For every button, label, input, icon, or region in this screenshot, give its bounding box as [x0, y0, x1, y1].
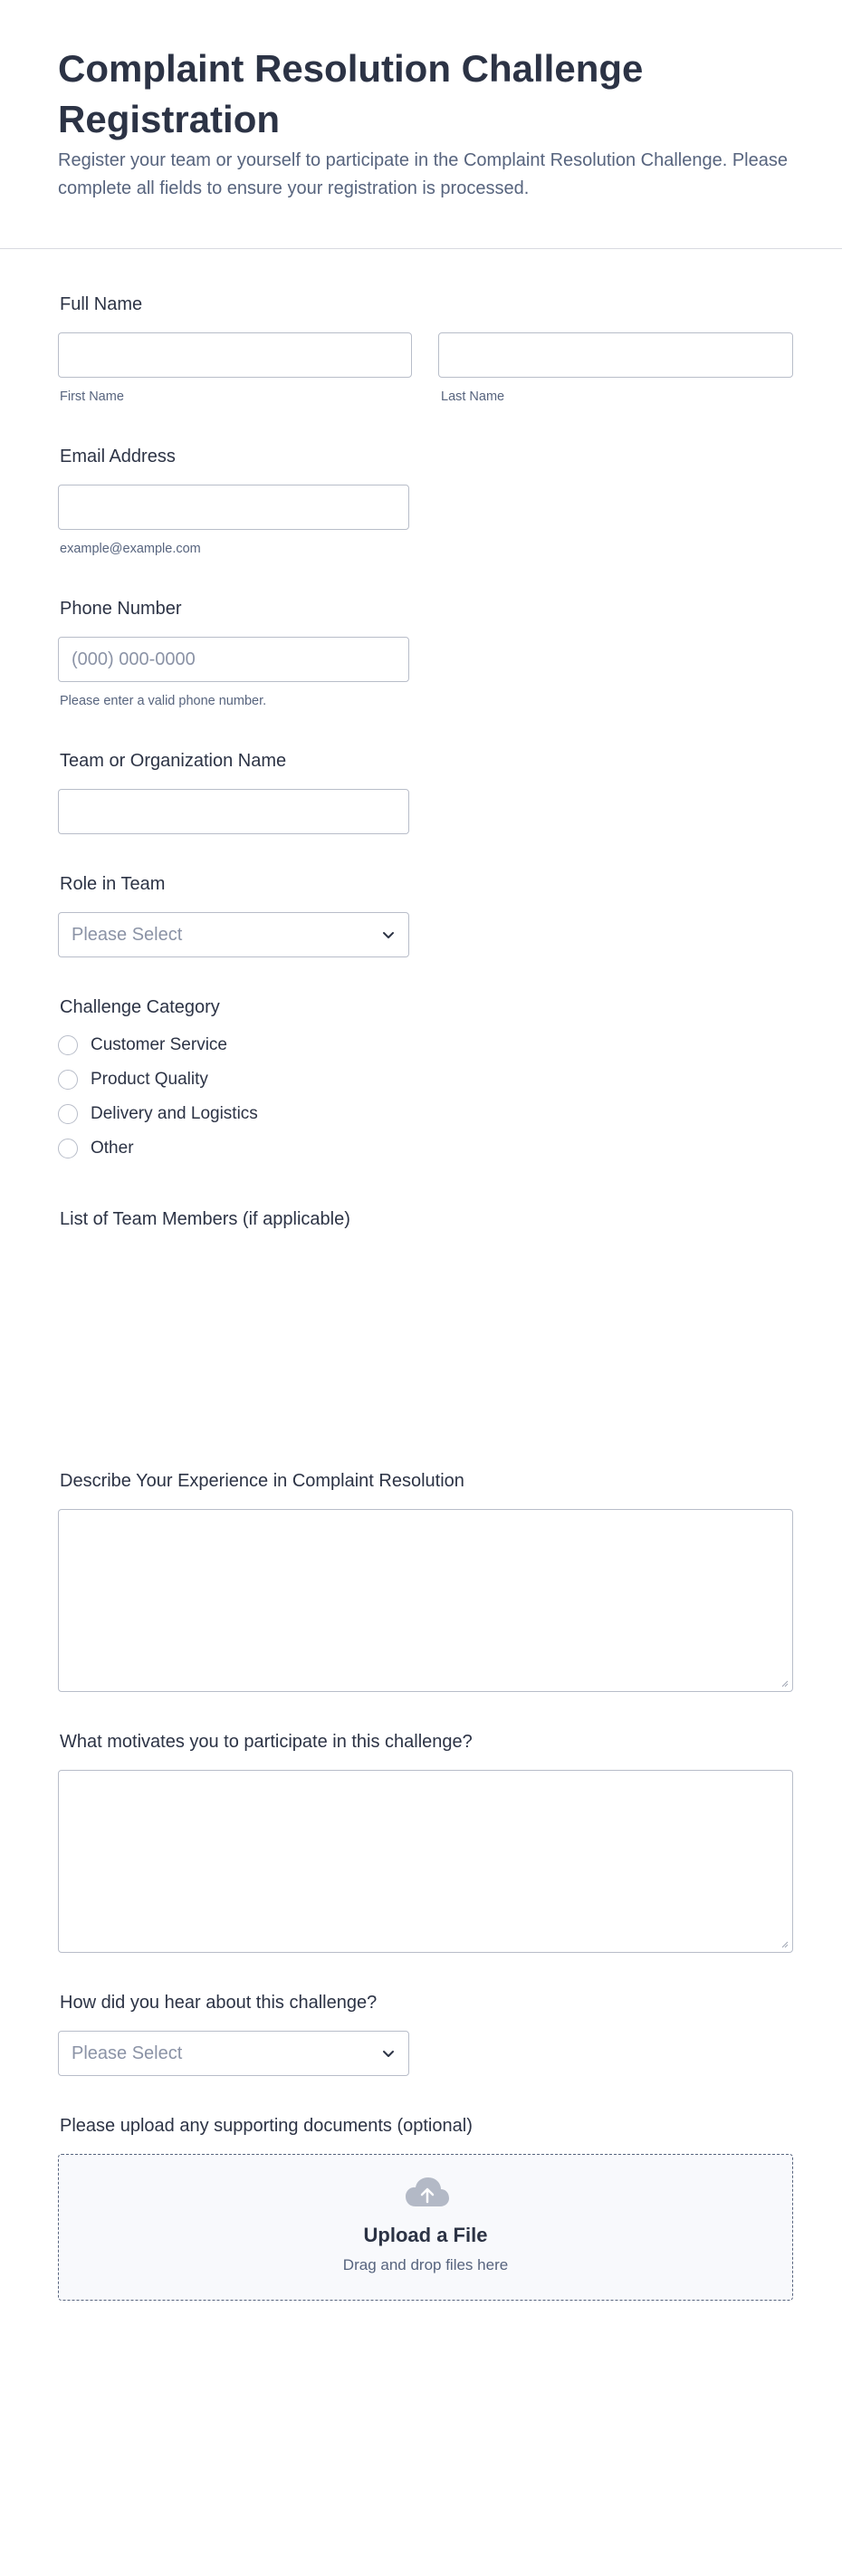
role-select[interactable] [58, 912, 409, 957]
phone-placeholder: (000) 000-0000 [72, 649, 196, 669]
resize-grip-icon[interactable] [780, 1678, 789, 1687]
last-name-input[interactable] [438, 332, 793, 378]
file-upload-dropzone[interactable] [58, 2154, 793, 2301]
team-members-label: List of Team Members (if applicable) [60, 1209, 350, 1229]
phone-sublabel: Please enter a valid phone number. [60, 694, 267, 708]
radio-option[interactable] [58, 1066, 208, 1093]
upload-title: Upload a File [363, 2224, 488, 2246]
phone-input[interactable] [58, 637, 409, 682]
phone-label: Phone Number [60, 599, 182, 619]
radio-button[interactable] [58, 1139, 78, 1158]
email-label: Email Address [60, 447, 176, 466]
cloud-upload-icon [405, 2177, 450, 2207]
team-name-label: Team or Organization Name [60, 751, 287, 771]
form-header [0, 0, 842, 249]
upload-hint: Drag and drop files here [342, 2256, 509, 2273]
radio-option-label: Product Quality [91, 1070, 208, 1089]
resize-grip-icon[interactable] [780, 1939, 789, 1948]
email-sublabel: example@example.com [60, 542, 201, 556]
upload-label: Please upload any supporting documents (optional) [60, 2116, 473, 2136]
chevron-down-icon [381, 928, 396, 942]
experience-textarea[interactable] [58, 1509, 793, 1692]
motivation-label: What motivates you to participate in this challenge? [60, 1732, 473, 1752]
page-title: Complaint Resolution Challenge Registration [58, 47, 644, 140]
full-name-label: Full Name [60, 294, 143, 314]
role-label: Role in Team [60, 874, 166, 894]
hear-about-select[interactable] [58, 2031, 409, 2076]
first-name-sublabel: First Name [60, 389, 124, 404]
radio-button[interactable] [58, 1104, 78, 1124]
email-input[interactable] [58, 485, 409, 530]
hear-about-selected-value: Please Select [72, 2043, 183, 2063]
radio-option-label: Customer Service [91, 1035, 227, 1054]
experience-label: Describe Your Experience in Complaint Resolution [60, 1471, 464, 1491]
chevron-down-icon [381, 2046, 396, 2061]
radio-option-label: Other [91, 1139, 134, 1158]
hear-about-label: How did you hear about this challenge? [60, 1993, 378, 2013]
radio-option[interactable] [58, 1032, 227, 1059]
radio-button[interactable] [58, 1070, 78, 1090]
motivation-textarea[interactable] [58, 1770, 793, 1953]
team-members-area[interactable] [58, 1242, 793, 1459]
radio-button[interactable] [58, 1035, 78, 1055]
category-label: Challenge Category [60, 997, 220, 1017]
team-name-input[interactable] [58, 789, 409, 834]
first-name-input[interactable] [58, 332, 412, 378]
role-selected-value: Please Select [72, 925, 183, 945]
radio-option[interactable] [58, 1135, 134, 1162]
radio-option[interactable] [58, 1101, 258, 1128]
last-name-sublabel: Last Name [441, 389, 505, 404]
radio-option-label: Delivery and Logistics [91, 1104, 258, 1123]
page-subtitle: Register your team or yourself to participate in the Complaint Resolution Challenge. Please complete all fields to ensure your registration is processed. [58, 150, 788, 198]
registration-form [0, 249, 842, 2568]
